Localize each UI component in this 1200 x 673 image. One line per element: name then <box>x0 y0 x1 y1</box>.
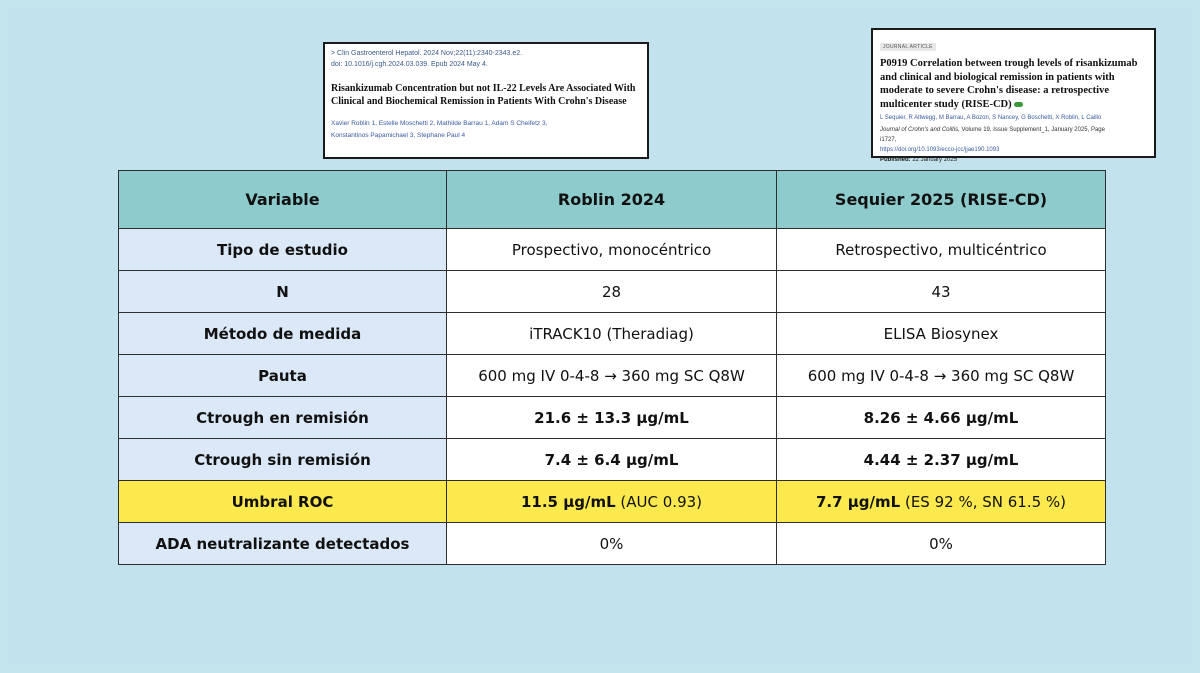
table-row <box>119 523 1106 565</box>
ref1-doi: doi: 10.1016/j.cgh.2024.03.039. Epub 2024 May 4. <box>331 61 488 68</box>
cell-roblin: iTRACK10 (Theradiag) <box>447 313 777 355</box>
cell-sequier: 4.44 ± 2.37 µg/mL <box>777 439 1106 481</box>
cell-roblin: 600 mg IV 0-4-8 → 360 mg SC Q8W <box>447 355 777 397</box>
cell-sequier: 600 mg IV 0-4-8 → 360 mg SC Q8W <box>777 355 1106 397</box>
reference-sequier-2025-screenshot <box>871 28 1156 163</box>
cell-sequier <box>777 481 1106 523</box>
table-row <box>119 313 1106 355</box>
cell-sequier: 43 <box>777 271 1106 313</box>
open-access-icon <box>1014 102 1023 107</box>
ref1-citation: > Clin Gastroenterol Hepatol. 2024 Nov;22(11):2340-2343.e2. <box>331 50 523 57</box>
cell-roblin: 0% <box>447 523 777 565</box>
table-row <box>119 271 1106 313</box>
ref2-title <box>880 57 1147 111</box>
ref2-badge: JOURNAL ARTICLE <box>880 43 936 51</box>
cell-roblin: 7.4 ± 6.4 µg/mL <box>447 439 777 481</box>
cell-roblin: 28 <box>447 271 777 313</box>
ref2-journal-name: Journal of Crohn's and Colitis, <box>880 127 960 133</box>
table-row <box>119 355 1106 397</box>
table-row <box>119 397 1106 439</box>
row-label: Tipo de estudio <box>119 229 447 271</box>
cell-roblin: Prospectivo, monocéntrico <box>447 229 777 271</box>
cell-sequier: ELISA Biosynex <box>777 313 1106 355</box>
row-label: Ctrough sin remisión <box>119 439 447 481</box>
cell-sequier: Retrospectivo, multicéntrico <box>777 229 1106 271</box>
ref2-title-text: P0919 Correlation between trough levels of risankizumab and clinical and biological remission in patients with moderate to severe Crohn's disease: a retrospective multicenter study (RISE-CD) <box>880 58 1138 110</box>
row-label: Umbral ROC <box>119 481 447 523</box>
ref1-title: Risankizumab Concentration but not IL-22 Levels Are Associated With Clinical and Biochemical Remission in Patients With Crohn's Disease <box>331 83 636 107</box>
cell-roblin <box>447 481 777 523</box>
ref2-journal <box>880 125 1147 135</box>
ref2-journal-line2: i1727, <box>880 137 897 143</box>
ref2-published-label: Published: <box>880 157 911 163</box>
cell-sequier: 0% <box>777 523 1106 565</box>
table-row-highlighted <box>119 481 1106 523</box>
ref1-authors-line2: Konstantinos Papamichael 3, Stephane Paul 4 <box>331 132 466 139</box>
row-label: ADA neutralizante detectados <box>119 523 447 565</box>
row-label: Ctrough en remisión <box>119 397 447 439</box>
table-header-row <box>119 171 1106 229</box>
ref2-published-date: 22 January 2025 <box>912 157 958 163</box>
ref2-published <box>880 155 1147 165</box>
row-label: Pauta <box>119 355 447 397</box>
cell-roblin-note: (AUC 0.93) <box>615 492 703 511</box>
comparison-table <box>118 170 1106 565</box>
header-sequier-2025: Sequier 2025 (RISE-CD) <box>777 171 1106 229</box>
table-row <box>119 439 1106 481</box>
ref2-authors: L Sequier, R Altwegg, M Barrau, A Bozon, S Nancey, G Boschetti, X Roblin, L Caillo <box>880 115 1102 121</box>
cell-roblin: 21.6 ± 13.3 µg/mL <box>447 397 777 439</box>
cell-sequier: 8.26 ± 4.66 µg/mL <box>777 397 1106 439</box>
ref1-authors-line1: Xavier Roblin 1, Estelle Moschetti 2, Mathilde Barrau 1, Adam S Cheifetz 3, <box>331 120 548 127</box>
ref2-doi-link[interactable]: https://doi.org/10.1093/ecco-jcc/jjae190.1093 <box>880 147 1000 153</box>
cell-sequier-value: 7.7 µg/mL <box>815 492 901 511</box>
cell-sequier-note: (ES 92 %, SN 61.5 %) <box>900 492 1067 511</box>
table-row <box>119 229 1106 271</box>
row-label: Método de medida <box>119 313 447 355</box>
row-label: N <box>119 271 447 313</box>
cell-roblin-value: 11.5 µg/mL <box>520 492 616 511</box>
ref2-journal-rest: Volume 19, Issue Supplement_1, January 2025, Page <box>959 127 1105 133</box>
header-variable: Variable <box>119 171 447 229</box>
header-roblin-2024: Roblin 2024 <box>447 171 777 229</box>
reference-roblin-2024-screenshot <box>323 42 649 159</box>
